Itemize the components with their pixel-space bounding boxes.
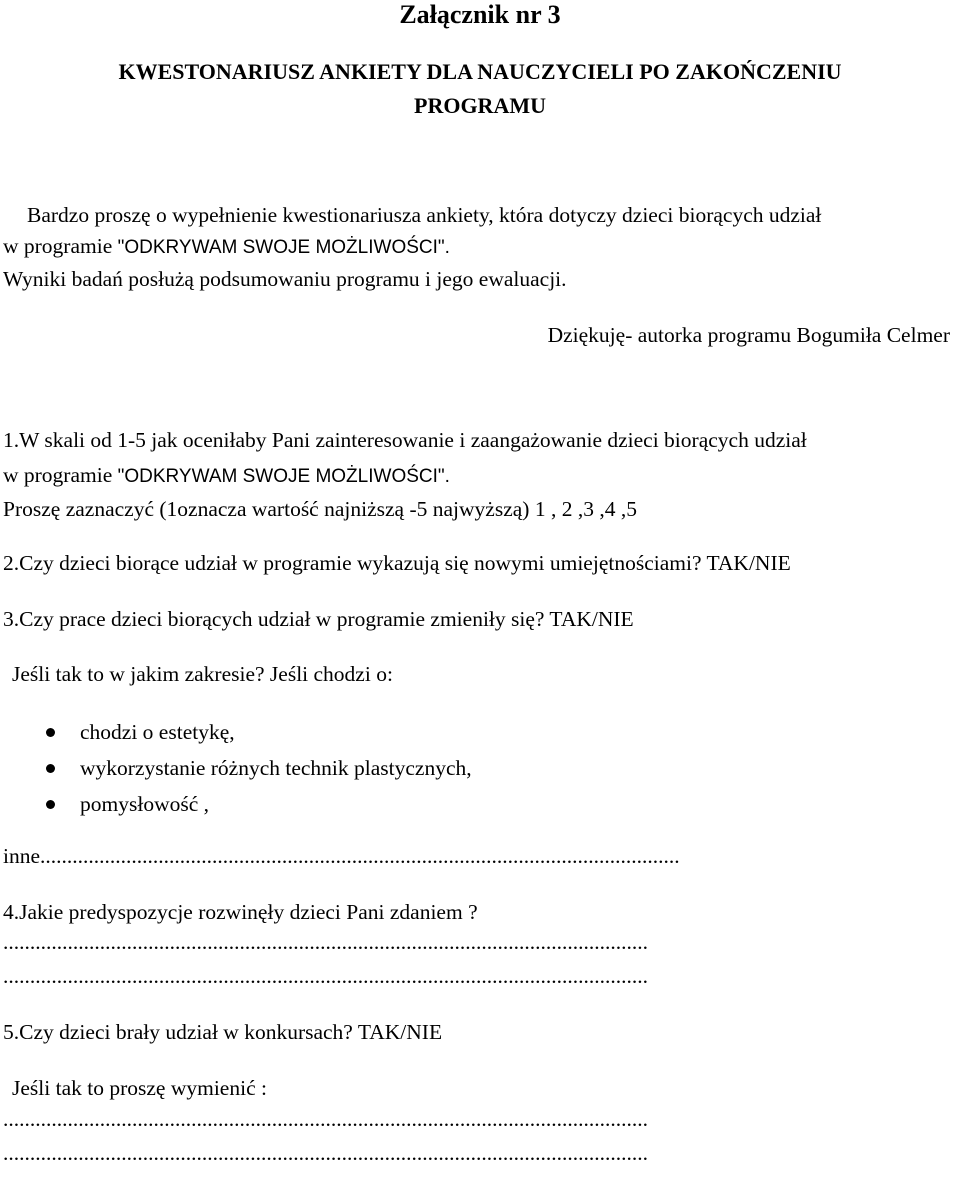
question-5-answer-line1: ........................................................................................................................ xyxy=(3,1107,648,1131)
question-3-option: pomysłowość , xyxy=(80,792,209,816)
intro-line2 xyxy=(3,233,450,261)
question-1-program-name: "ODKRYWAM SWOJE MOŻLIWOŚCI". xyxy=(117,466,450,487)
bullet-icon xyxy=(46,764,55,773)
question-5: 5.Czy dzieci brały udział w konkursach? TAK/NIE xyxy=(3,1020,443,1044)
intro-program-name: "ODKRYWAM SWOJE MOŻLIWOŚCI". xyxy=(117,237,450,258)
question-2: 2.Czy dzieci biorące udział w programie wykazują się nowymi umiejętnościami? TAK/NIE xyxy=(3,551,791,575)
question-5-followup: Jeśli tak to proszę wymienić : xyxy=(12,1076,267,1100)
question-1-line2 xyxy=(3,462,450,490)
intro-line2-prefix: w programie xyxy=(3,234,118,258)
question-3-option: chodzi o estetykę, xyxy=(80,720,235,744)
intro-line1: Bardzo proszę o wypełnienie kwestionariusza ankiety, która dotyczy dzieci biorących udział xyxy=(27,203,822,227)
question-4: 4.Jakie predyspozycje rozwinęły dzieci Pani zdaniem ? xyxy=(3,900,478,924)
question-5-answer-line2: ........................................................................................................................ xyxy=(3,1141,648,1165)
intro-line3: Wyniki badań posłużą podsumowaniu programu i jego ewaluacji. xyxy=(3,267,567,291)
question-3-option: wykorzystanie różnych technik plastycznych, xyxy=(80,756,472,780)
attachment-title: Załącznik nr 3 xyxy=(399,0,561,29)
question-1-line2-prefix: w programie xyxy=(3,463,118,487)
survey-heading-line2: PROGRAMU xyxy=(414,93,546,118)
bullet-icon xyxy=(46,800,55,809)
question-4-answer-line2: ........................................................................................................................ xyxy=(3,964,648,988)
bullet-icon xyxy=(46,728,55,737)
intro-thanks: Dziękuję- autorka programu Bogumiła Celmer xyxy=(547,323,950,347)
question-3-other: inne....................................................................................................................... xyxy=(3,844,680,868)
survey-heading-line1: KWESTONARIUSZ ANKIETY DLA NAUCZYCIELI PO ZAKOŃCZENIU xyxy=(118,59,842,84)
question-1-scale: Proszę zaznaczyć (1oznacza wartość najniższą -5 najwyższą) 1 , 2 ,3 ,4 ,5 xyxy=(3,497,637,521)
question-3-followup: Jeśli tak to w jakim zakresie? Jeśli chodzi o: xyxy=(12,662,393,686)
question-4-answer-line1: ........................................................................................................................ xyxy=(3,930,648,954)
question-1-line1: 1.W skali od 1-5 jak oceniłaby Pani zainteresowanie i zaangażowanie dzieci biorących udział xyxy=(3,428,807,452)
question-3: 3.Czy prace dzieci biorących udział w programie zmieniły się? TAK/NIE xyxy=(3,607,634,631)
